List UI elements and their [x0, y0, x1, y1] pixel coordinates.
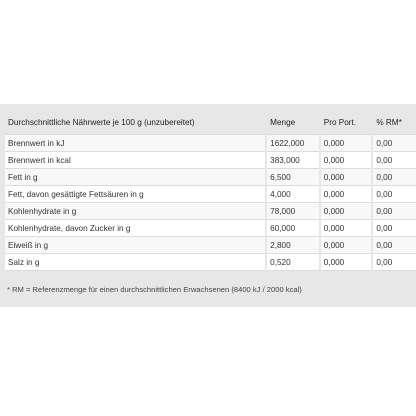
reference-footnote: * RM = Referenzmenge für einen durchschnittlichen Erwachsenen (8400 kJ / 2000 kcal): [7, 285, 302, 294]
table-row: [5, 186, 416, 203]
per-portion-value: 0,000: [320, 220, 373, 237]
reference-percent-value: 0,00: [372, 254, 416, 271]
table-row: [5, 135, 416, 152]
reference-percent-value: 0,00: [372, 237, 416, 254]
table-row: [5, 237, 416, 254]
amount-value: 0,520: [266, 254, 320, 271]
header-nutrient: Durchschnittliche Nährwerte je 100 g (unzubereitet): [5, 111, 266, 135]
per-portion-value: 0,000: [320, 254, 373, 271]
nutrient-name: Brennwert in kcal: [5, 152, 266, 169]
amount-value: 4,000: [266, 186, 320, 203]
reference-percent-value: 0,00: [372, 220, 416, 237]
nutrient-name: Fett in g: [5, 169, 266, 186]
per-portion-value: 0,000: [320, 169, 373, 186]
per-portion-value: 0,000: [320, 186, 373, 203]
amount-value: 78,000: [266, 203, 320, 220]
per-portion-value: 0,000: [320, 203, 373, 220]
table-row: [5, 254, 416, 271]
reference-percent-value: 0,00: [372, 152, 416, 169]
nutrient-name: Kohlenhydrate in g: [5, 203, 266, 220]
header-per-portion: Pro Port.: [320, 111, 373, 135]
per-portion-value: 0,000: [320, 135, 373, 152]
reference-percent-value: 0,00: [372, 203, 416, 220]
nutrient-name: Fett, davon gesättigte Fettsäuren in g: [5, 186, 266, 203]
reference-percent-value: 0,00: [372, 169, 416, 186]
reference-percent-value: 0,00: [372, 135, 416, 152]
table-row: [5, 152, 416, 169]
nutrition-panel: [0, 104, 416, 307]
per-portion-value: 0,000: [320, 152, 373, 169]
nutrient-name: Salz in g: [5, 254, 266, 271]
table-header-row: [5, 111, 416, 135]
amount-value: 1622,000: [266, 135, 320, 152]
nutrient-name: Brennwert in kJ: [5, 135, 266, 152]
nutrition-table: [5, 111, 416, 271]
amount-value: 383,000: [266, 152, 320, 169]
table-row: [5, 203, 416, 220]
header-amount: Menge: [266, 111, 320, 135]
amount-value: 6,500: [266, 169, 320, 186]
per-portion-value: 0,000: [320, 237, 373, 254]
nutrient-name: Kohlenhydrate, davon Zucker in g: [5, 220, 266, 237]
reference-percent-value: 0,00: [372, 186, 416, 203]
header-reference-percent: % RM*: [372, 111, 416, 135]
table-row: [5, 169, 416, 186]
amount-value: 2,800: [266, 237, 320, 254]
nutrient-name: Eiweiß in g: [5, 237, 266, 254]
table-row: [5, 220, 416, 237]
amount-value: 60,000: [266, 220, 320, 237]
